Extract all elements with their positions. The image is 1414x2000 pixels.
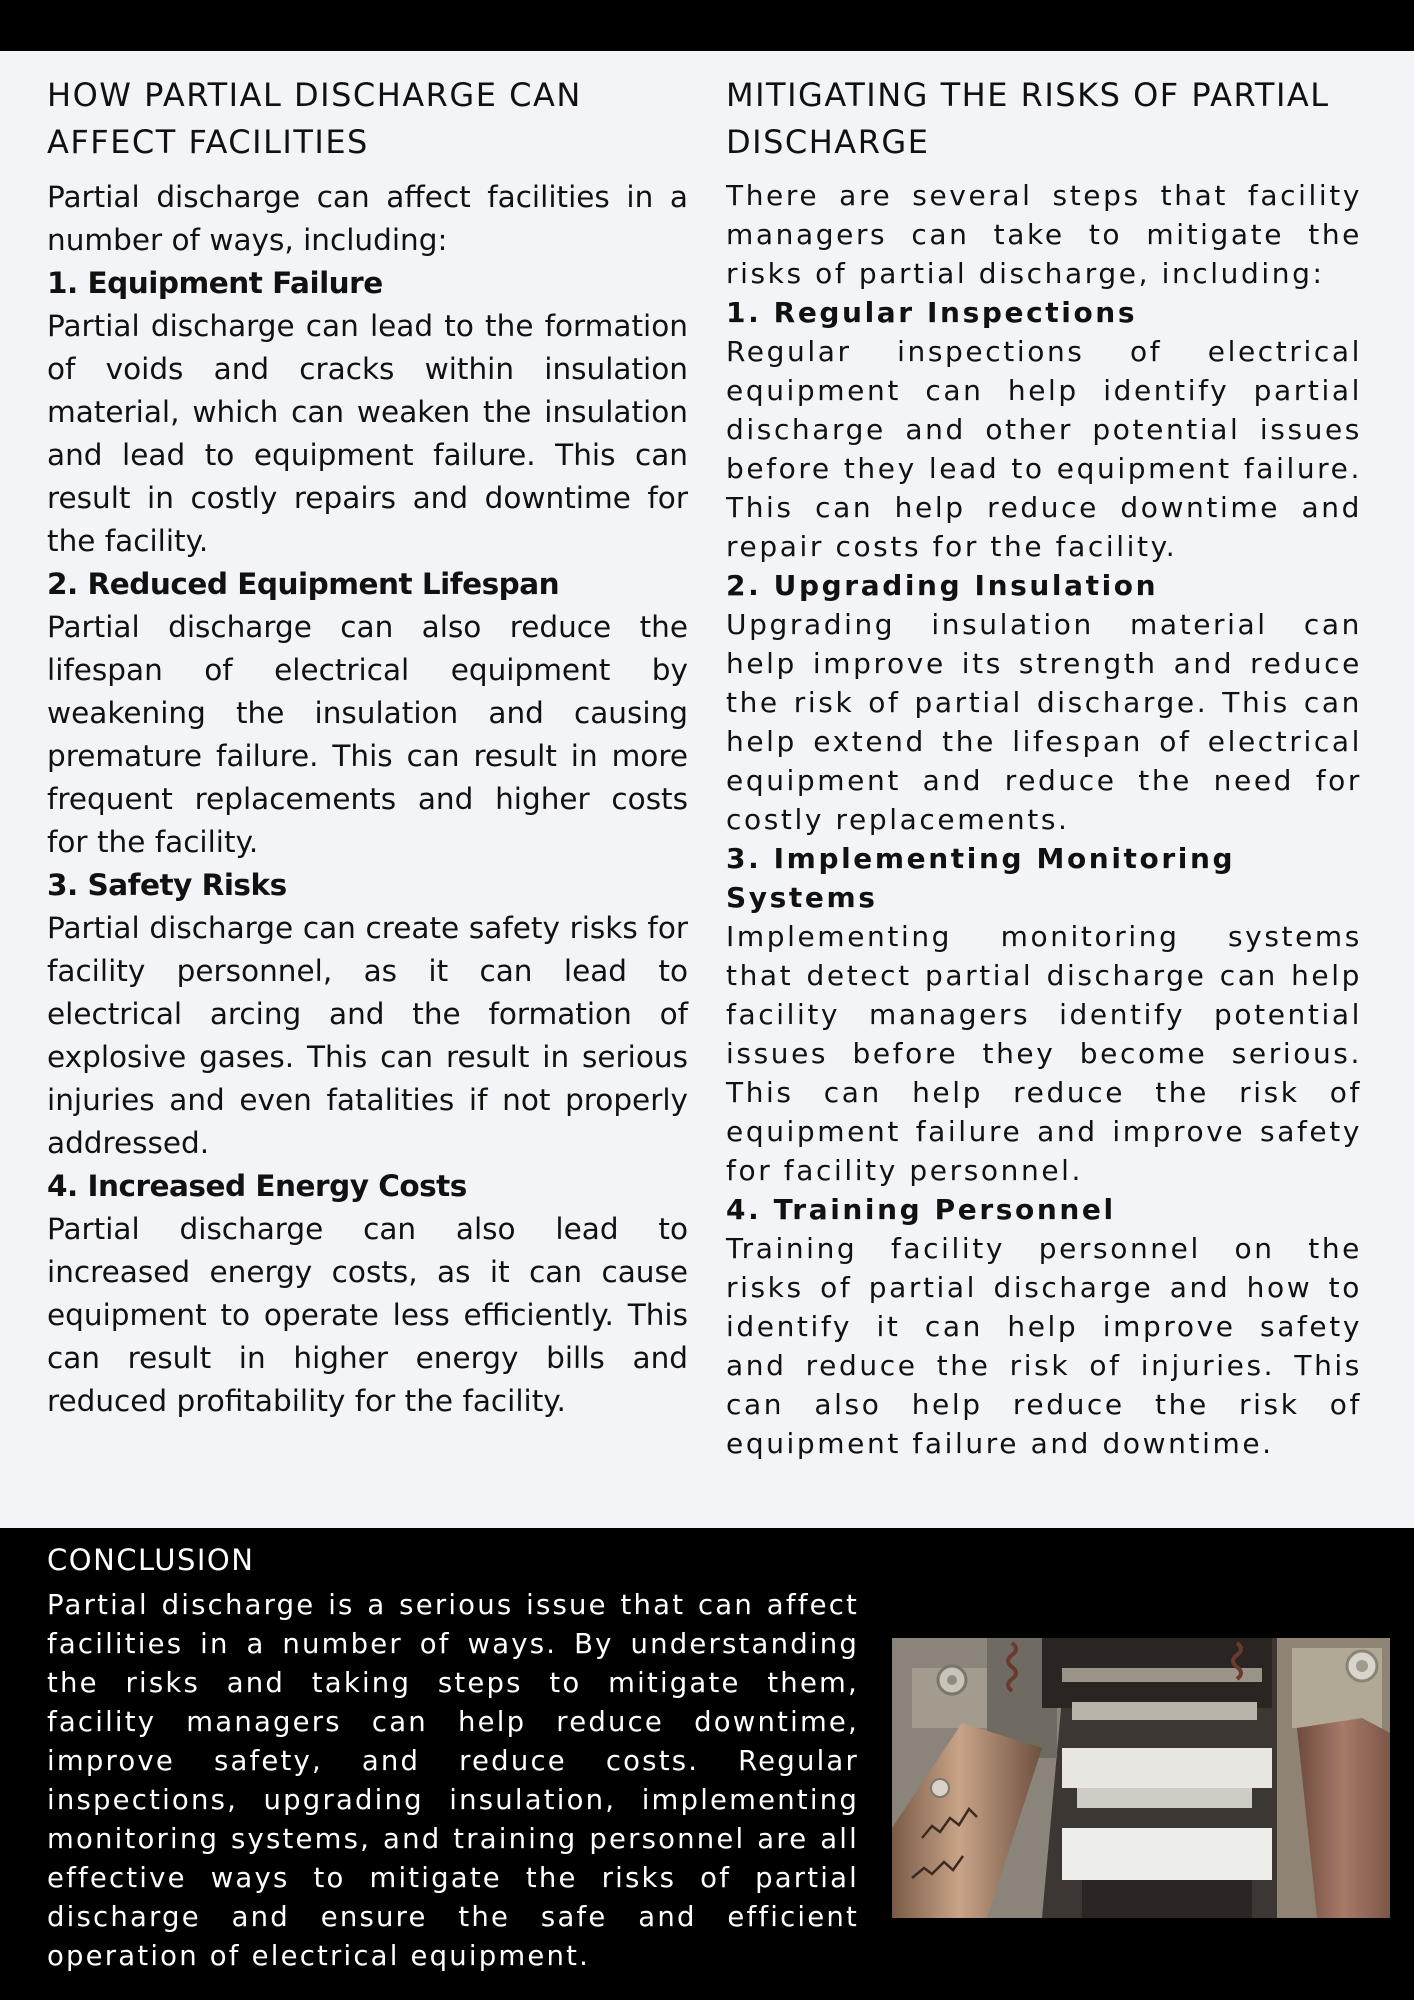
top-black-bar [0, 0, 1414, 51]
right-column [726, 72, 1362, 1463]
left-item-3-heading: 3. Safety Risks [47, 868, 287, 902]
switchgear-photo [892, 1638, 1390, 1918]
left-item-2-text: Partial discharge can also reduce the lifespan of electrical equipment by weakening the insulation and causing premature failure. This can result in more frequent replacements and higher costs for the facility. [47, 610, 688, 859]
left-item-2-heading: 2. Reduced Equipment Lifespan [47, 567, 560, 601]
right-section-title: MITIGATING THE RISKS OF PARTIAL DISCHARGE [726, 76, 1330, 161]
right-item-3-text: Implementing monitoring systems that detect partial discharge can help facility managers identify potential issues before they become serious. This can help reduce the risk of equipment failure and improve safety for facility personnel. [726, 920, 1362, 1187]
conclusion-text: Partial discharge is a serious issue that can affect facilities in a number of ways. By understanding the risks and taking steps to mitigate them, facility managers can help reduce downtime, improve safety, and reduce costs. Regular inspections, upgrading insulation, implementing monitoring systems, and training personnel are all effective ways to mitigate the risks of partial discharge and ensure the safe and efficient operation of electrical equipment. [47, 1589, 859, 1972]
right-item-3-heading: 3. Implementing Monitoring Systems [726, 842, 1236, 914]
left-item-4-heading: 4. Increased Energy Costs [47, 1169, 467, 1203]
right-item-2-text: Upgrading insulation material can help improve its strength and reduce the risk of partial discharge. This can help extend the lifespan of electrical equipment and reduce the need for costly replacements. [726, 608, 1362, 836]
right-item-1-heading: 1. Regular Inspections [726, 296, 1138, 329]
conclusion-title: CONCLUSION [47, 1543, 255, 1577]
left-section-title: HOW PARTIAL DISCHARGE CAN AFFECT FACILITIES [47, 76, 582, 161]
right-item-4-text: Training facility personnel on the risks of partial discharge and how to identify it can help improve safety and reduce the risk of injuries. This can also help reduce the risk of equipment failure and downtime. [726, 1232, 1362, 1460]
right-item-1-text: Regular inspections of electrical equipment can help identify partial discharge and other potential issues before they lead to equipment failure. This can help reduce downtime and repair costs for the facility. [726, 335, 1362, 563]
left-item-3-text: Partial discharge can create safety risks for facility personnel, as it can lead to electrical arcing and the formation of explosive gases. This can result in serious injuries and even fatalities if not properly addressed. [47, 911, 688, 1160]
left-item-1-heading: 1. Equipment Failure [47, 266, 383, 300]
conclusion-band [0, 1528, 1414, 2000]
right-item-4-heading: 4. Training Personnel [726, 1193, 1116, 1226]
right-item-2-heading: 2. Upgrading Insulation [726, 569, 1159, 602]
left-column [47, 72, 688, 1423]
left-item-1-text: Partial discharge can lead to the formation of voids and cracks within insulation material, which can weaken the insulation and lead to equipment failure. This can result in costly repairs and downtime for the facility. [47, 309, 688, 558]
left-item-4-text: Partial discharge can also lead to increased energy costs, as it can cause equipment to operate less efficiently. This can result in higher energy bills and reduced profitability for the facility. [47, 1212, 688, 1418]
left-intro: Partial discharge can affect facilities in a number of ways, including: [47, 180, 688, 257]
right-intro: There are several steps that facility managers can take to mitigate the risks of partial discharge, including: [726, 179, 1362, 290]
